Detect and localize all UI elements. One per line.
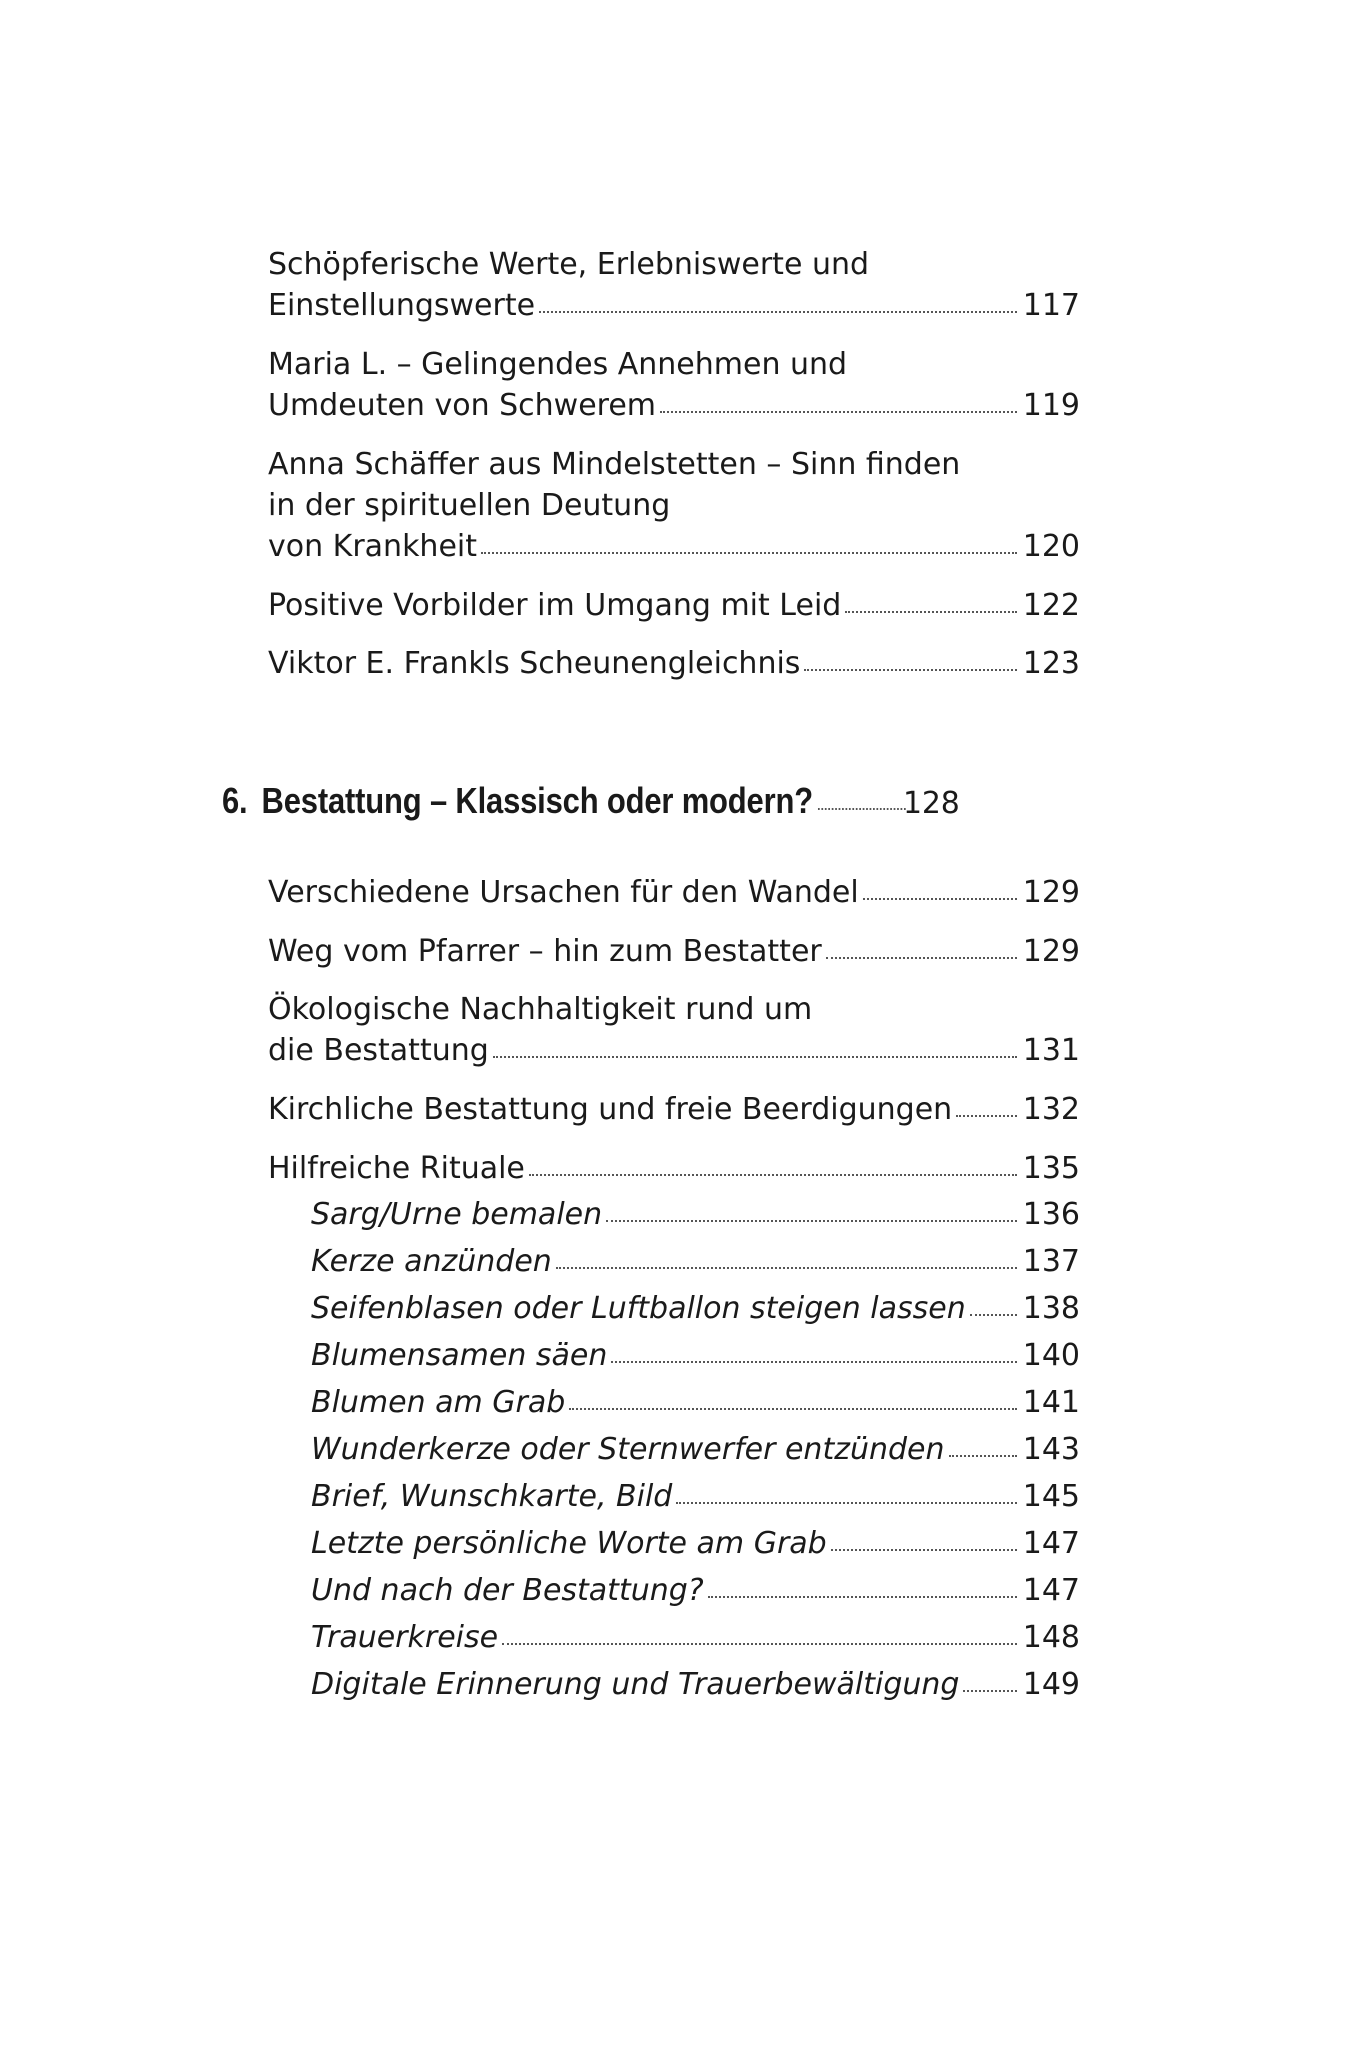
toc-page-number: 129: [1022, 875, 1080, 910]
toc-entry: [268, 1089, 1080, 1130]
dot-leader: [660, 409, 1017, 413]
toc-entry: [268, 244, 1080, 326]
dot-leader: [831, 1547, 1017, 1551]
toc-page-number: 122: [1022, 588, 1080, 623]
dot-leader: [804, 667, 1016, 671]
dot-leader: [676, 1500, 1016, 1504]
toc-subentry: [311, 1289, 1080, 1329]
dot-leader: [481, 550, 1017, 554]
toc-subentry: [311, 1336, 1080, 1376]
dot-leader: [529, 1172, 1017, 1176]
toc-subentry-title: Seifenblasen oder Luftballon steigen lassen: [311, 1291, 966, 1326]
dot-leader: [556, 1265, 1017, 1269]
toc-subentry: [311, 1571, 1080, 1611]
toc-page-number: 135: [1022, 1151, 1080, 1186]
toc-subentry: [311, 1195, 1080, 1235]
toc-entry-title-line: Maria L. – Gelingendes Annehmen und: [268, 347, 848, 382]
dot-leader: [611, 1359, 1016, 1363]
toc-page-number: 132: [1022, 1092, 1080, 1127]
dot-leader: [826, 955, 1017, 959]
toc-subentry-title: Wunderkerze oder Sternwerfer entzünden: [311, 1432, 945, 1467]
toc-subentry-title: Blumen am Grab: [311, 1385, 566, 1420]
toc-page-number: 128: [903, 786, 960, 821]
toc-subentry: [311, 1242, 1080, 1282]
dot-leader: [502, 1641, 1017, 1645]
dot-leader: [818, 806, 906, 810]
toc-page-number: 147: [1022, 1526, 1080, 1561]
dot-leader: [569, 1406, 1016, 1410]
toc-page-number: 143: [1022, 1432, 1080, 1467]
toc-subentry-title: Brief, Wunschkarte, Bild: [311, 1479, 673, 1514]
toc-subentry-title: Trauerkreise: [311, 1620, 499, 1655]
toc-page-number: 149: [1022, 1667, 1080, 1702]
dot-leader: [970, 1312, 1017, 1316]
toc-page-number: 131: [1022, 1033, 1080, 1068]
toc-page-number: 137: [1022, 1244, 1080, 1279]
dot-leader: [956, 1113, 1017, 1117]
toc-entry: [268, 931, 1080, 972]
toc-subentry-title: Letzte persönliche Worte am Grab: [311, 1526, 827, 1561]
toc-entry-title-line: Anna Schäffer aus Mindelstetten – Sinn finden: [268, 447, 961, 482]
toc-entry: [268, 444, 1080, 567]
toc-page-number: 141: [1022, 1385, 1080, 1420]
toc-page-number: 140: [1022, 1338, 1080, 1373]
dot-leader: [606, 1218, 1017, 1222]
toc-page-number: 117: [1022, 288, 1080, 323]
toc-entry-title-line: die Bestattung: [268, 1033, 489, 1068]
toc-entry-title-line: Viktor E. Frankls Scheunengleichnis: [268, 646, 801, 681]
chapter-title: Bestattung – Klassisch oder modern?: [261, 780, 813, 821]
toc-subentry: [311, 1618, 1080, 1658]
dot-leader: [539, 309, 1017, 313]
toc-page-number: 129: [1022, 934, 1080, 969]
toc-subentry-title: Blumensamen säen: [311, 1338, 608, 1373]
chapter-heading: [222, 780, 960, 822]
toc-entry-title-line: Kirchliche Bestattung und freie Beerdigungen: [268, 1092, 953, 1127]
dot-leader: [708, 1594, 1017, 1598]
chapter-number: 6.: [222, 780, 248, 821]
toc-subentry-title: Sarg/Urne bemalen: [311, 1197, 603, 1232]
toc-page-number: 138: [1022, 1291, 1080, 1326]
toc-entry-title-line: Hilfreiche Rituale: [268, 1151, 525, 1186]
dot-leader: [863, 896, 1017, 900]
toc-entry: [268, 344, 1080, 426]
toc-entry: [268, 1148, 1080, 1189]
toc-entry-title-line: Positive Vorbilder im Umgang mit Leid: [268, 588, 842, 623]
toc-entry-title-line: Schöpferische Werte, Erlebniswerte und: [268, 247, 870, 282]
toc-page-number: 148: [1022, 1620, 1080, 1655]
toc-subentry: [311, 1665, 1080, 1705]
toc-subentry-title: Kerze anzünden: [311, 1244, 552, 1279]
toc-entry: [268, 585, 1080, 626]
toc-subentry-title: Digitale Erinnerung und Trauerbewältigung: [311, 1667, 960, 1702]
toc-entry-title-line: von Krankheit: [268, 529, 478, 564]
toc-entry-title-line: Verschiedene Ursachen für den Wandel: [268, 875, 859, 910]
toc-subentry: [311, 1524, 1080, 1564]
toc-entry-title-line: Einstellungswerte: [268, 288, 536, 323]
toc-subentry: [311, 1477, 1080, 1517]
toc-page-number: 119: [1022, 388, 1080, 423]
toc-entry-title-line: Umdeuten von Schwerem: [268, 388, 657, 423]
dot-leader: [493, 1054, 1017, 1058]
toc-entry: [268, 643, 1080, 684]
toc-page-number: 136: [1022, 1197, 1080, 1232]
toc-subentry: [311, 1383, 1080, 1423]
toc-subentry-title: Und nach der Bestattung?: [311, 1573, 704, 1608]
dot-leader: [845, 609, 1016, 613]
dot-leader: [963, 1688, 1016, 1692]
toc-subentry: [311, 1430, 1080, 1470]
toc-entry: [268, 989, 1080, 1071]
toc-entry-title-line: Weg vom Pfarrer – hin zum Bestatter: [268, 934, 822, 969]
toc-page-number: 120: [1022, 529, 1080, 564]
dot-leader: [949, 1453, 1017, 1457]
toc-entry-title-line: Ökologische Nachhaltigkeit rund um: [268, 992, 813, 1027]
toc-entry-title-line: in der spirituellen Deutung: [268, 488, 671, 523]
toc-page-number: 145: [1022, 1479, 1080, 1514]
toc-entry: [268, 872, 1080, 913]
toc-page-number: 147: [1022, 1573, 1080, 1608]
toc-page-number: 123: [1022, 646, 1080, 681]
